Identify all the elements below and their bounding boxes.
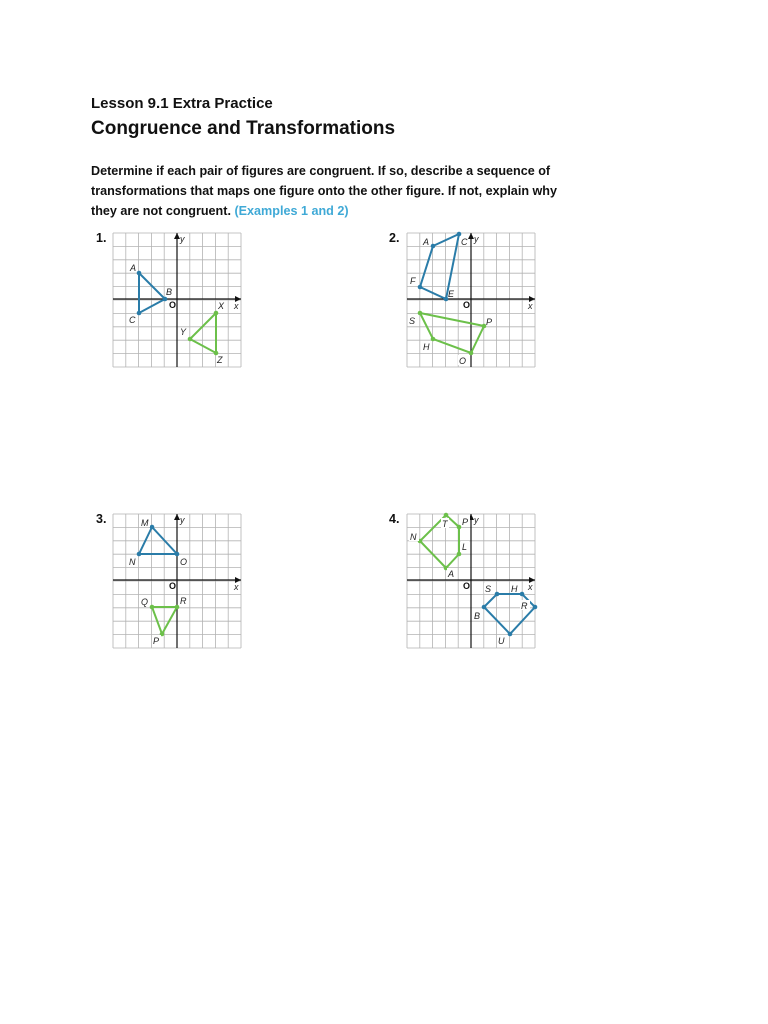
- vertex-label-a: A: [130, 263, 137, 273]
- instructions: [91, 161, 561, 221]
- x-axis-label: x: [528, 582, 533, 592]
- graph-problem-3: [113, 514, 241, 648]
- vertex-label-u: U: [498, 636, 505, 646]
- vertex-label-x: X: [218, 301, 225, 311]
- problem-number-3: 3.: [96, 512, 107, 526]
- vertex-label-h: H: [423, 342, 430, 352]
- pentagon-tplan: [420, 515, 459, 568]
- x-axis-label: x: [528, 301, 533, 311]
- vertex-label-p: P: [486, 317, 493, 327]
- graph-problem-2: [407, 233, 535, 367]
- vertex-label-z: Z: [217, 355, 223, 365]
- graph-problem-1: [113, 233, 241, 367]
- vertex-label-f: F: [410, 276, 416, 286]
- vertex-label-m: M: [141, 518, 149, 528]
- vertex-label-l: L: [462, 542, 468, 552]
- origin-label: O: [463, 300, 471, 310]
- page-title: Congruence and Transformations: [91, 118, 396, 139]
- x-axis-label: x: [234, 582, 239, 592]
- vertex-label-y: Y: [180, 327, 187, 337]
- vertex-label-p: P: [153, 636, 160, 646]
- origin-label: O: [169, 300, 177, 310]
- vertex-label-c: C: [461, 237, 468, 247]
- examples-reference: (Examples 1 and 2): [234, 204, 349, 218]
- vertex-label-b: B: [474, 611, 481, 621]
- quadrilateral-spoh: [420, 313, 484, 353]
- lesson-heading: Lesson 9.1 Extra Practice: [91, 95, 273, 112]
- triangle-abc: [139, 273, 165, 313]
- y-axis-label: y: [474, 515, 479, 525]
- vertex-label-q: Q: [141, 597, 149, 607]
- x-axis-label: x: [234, 301, 239, 311]
- vertex-label-n: N: [410, 532, 417, 542]
- y-axis-label: y: [180, 234, 185, 244]
- problem-number-2: 2.: [389, 231, 400, 245]
- vertex-label-r: R: [180, 596, 187, 606]
- problem-number-1: 1.: [96, 231, 107, 245]
- origin-label: O: [169, 581, 177, 591]
- vertex-label-s: S: [485, 584, 492, 594]
- vertex-label-e: E: [448, 289, 455, 299]
- origin-label: O: [463, 581, 471, 591]
- vertex-label-a: A: [448, 569, 455, 579]
- y-axis-label: y: [180, 515, 185, 525]
- vertex-label-r: R: [521, 601, 528, 611]
- vertex-label-t: T: [442, 519, 448, 529]
- problem-number-4: 4.: [389, 512, 400, 526]
- vertex-label-b: B: [166, 287, 173, 297]
- vertex-label-s: S: [409, 316, 416, 326]
- graph-problem-4: [407, 514, 535, 648]
- vertex-label-o: O: [180, 557, 188, 567]
- vertex-label-p: P: [462, 517, 469, 527]
- y-axis-label: y: [474, 234, 479, 244]
- vertex-label-n: N: [129, 557, 136, 567]
- vertex-label-o: O: [459, 356, 467, 366]
- vertex-label-c: C: [129, 315, 136, 325]
- vertex-label-a: A: [423, 237, 430, 247]
- vertex-label-h: H: [511, 584, 518, 594]
- instructions-text: Determine if each pair of figures are congruent. If so, describe a sequence of transformations that maps one figure onto the other figure. If not, explain why they are not congruent.: [91, 164, 557, 218]
